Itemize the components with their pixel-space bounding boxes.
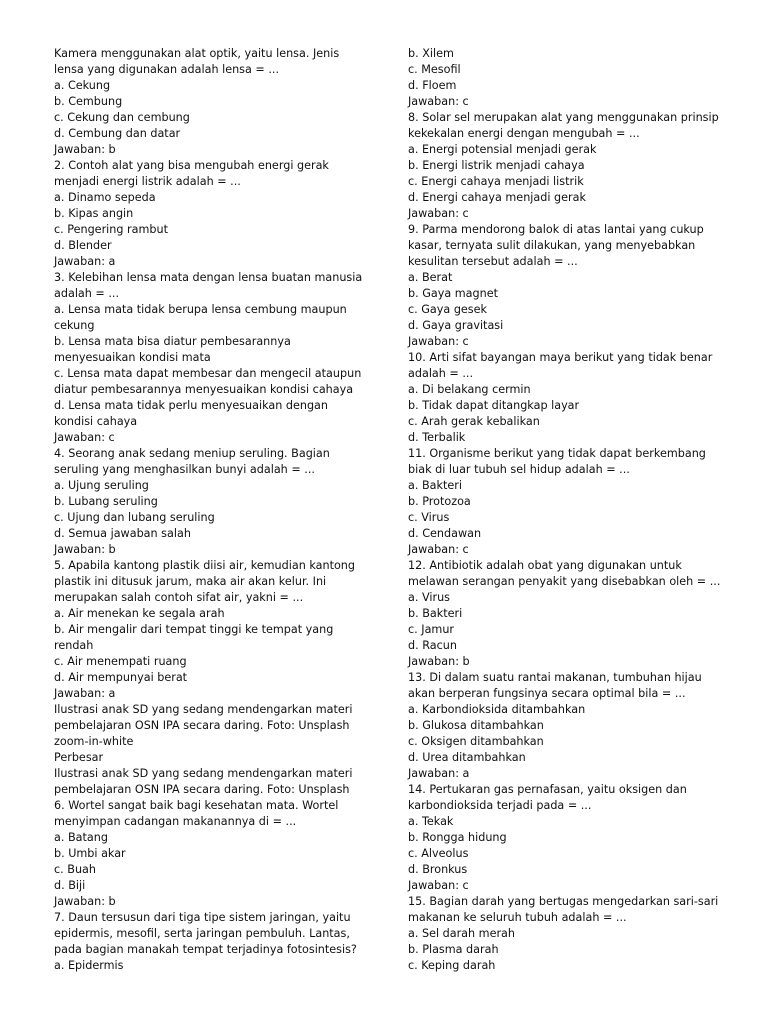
text-line: zoom-in-white xyxy=(54,735,134,748)
text-line: a. Batang xyxy=(54,831,108,844)
text-line: pada bagian manakah tempat terjadinya fotosintesis? xyxy=(54,943,357,956)
text-line: a. Di belakang cermin xyxy=(408,383,531,396)
text-line: a. Bakteri xyxy=(408,479,462,492)
text-line: seruling yang menghasilkan bunyi adalah = ... xyxy=(54,463,315,476)
text-line: a. Epidermis xyxy=(54,959,124,972)
text-line: d. Semua jawaban salah xyxy=(54,527,191,540)
text-line: a. Karbondioksida ditambahkan xyxy=(408,703,586,716)
text-line: rendah xyxy=(54,639,94,652)
text-line: Jawaban: b xyxy=(54,143,116,156)
text-line: adalah = ... xyxy=(54,287,120,300)
text-line: plastik ini ditusuk jarum, maka air akan kelur. Ini xyxy=(54,575,327,588)
text-line: diatur pembesarannya menyesuaikan kondisi cahaya xyxy=(54,383,354,396)
text-line: a. Virus xyxy=(408,591,451,604)
text-line: karbondioksida terjadi pada = ... xyxy=(408,799,592,812)
text-line: b. Air mengalir dari tempat tinggi ke tempat yang xyxy=(54,623,334,636)
text-line: 10. Arti sifat bayangan maya berikut yang tidak benar xyxy=(408,351,713,364)
text-line: kasar, ternyata sulit dilakukan, yang menyebabkan xyxy=(408,239,696,252)
text-line: a. Air menekan ke segala arah xyxy=(54,607,225,620)
text-line: c. Pengering rambut xyxy=(54,223,168,236)
text-line: 14. Pertukaran gas pernafasan, yaitu oksigen dan xyxy=(408,783,687,796)
text-line: b. Xilem xyxy=(408,47,454,60)
text-line: d. Air mempunyai berat xyxy=(54,671,188,684)
text-line: 7. Daun tersusun dari tiga tipe sistem jaringan, yaitu xyxy=(54,911,351,924)
text-line: Jawaban: a xyxy=(54,255,116,268)
text-line: a. Sel darah merah xyxy=(408,927,516,940)
text-line: c. Keping darah xyxy=(408,959,496,972)
text-line: b. Glukosa ditambahkan xyxy=(408,719,544,732)
text-line: b. Bakteri xyxy=(408,607,463,620)
text-line: biak di luar tubuh sel hidup adalah = ... xyxy=(408,463,630,476)
text-line: Perbesar xyxy=(54,751,104,764)
text-line: 6. Wortel sangat baik bagi kesehatan mata. Wortel xyxy=(54,799,339,812)
text-line: b. Lensa mata bisa diatur pembesarannya xyxy=(54,335,291,348)
text-line: kondisi cahaya xyxy=(54,415,138,428)
text-line: Jawaban: a xyxy=(408,767,470,780)
text-line: cekung xyxy=(54,319,95,332)
text-line: d. Biji xyxy=(54,879,86,892)
text-line: Jawaban: a xyxy=(54,687,116,700)
text-line: d. Gaya gravitasi xyxy=(408,319,504,332)
text-line: epidermis, mesofil, serta jaringan pembuluh. Lantas, xyxy=(54,927,350,940)
text-line: d. Energi cahaya menjadi gerak xyxy=(408,191,586,204)
text-line: 9. Parma mendorong balok di atas lantai yang cukup xyxy=(408,223,704,236)
text-line: d. Racun xyxy=(408,639,457,652)
text-line: d. Floem xyxy=(408,79,457,92)
text-line: 3. Kelebihan lensa mata dengan lensa buatan manusia xyxy=(54,271,363,284)
text-line: menyesuaikan kondisi mata xyxy=(54,351,211,364)
text-line: Ilustrasi anak SD yang sedang mendengarkan materi xyxy=(54,767,353,780)
text-line: c. Lensa mata dapat membesar dan mengecil ataupun xyxy=(54,367,362,380)
text-line: 12. Antibiotik adalah obat yang digunakan untuk xyxy=(408,559,682,572)
text-line: d. Blender xyxy=(54,239,112,252)
text-line: d. Cendawan xyxy=(408,527,482,540)
text-line: b. Cembung xyxy=(54,95,123,108)
text-line: c. Cekung dan cembung xyxy=(54,111,190,124)
text-line: melawan serangan penyakit yang disebabkan oleh = ... xyxy=(408,575,721,588)
text-line: b. Tidak dapat ditangkap layar xyxy=(408,399,580,412)
text-line: b. Rongga hidung xyxy=(408,831,507,844)
text-line: 5. Apabila kantong plastik diisi air, kemudian kantong xyxy=(54,559,356,572)
text-line: Jawaban: b xyxy=(408,655,470,668)
text-line: c. Virus xyxy=(408,511,450,524)
text-line: b. Umbi akar xyxy=(54,847,126,860)
text-line: makanan ke seluruh tubuh adalah = ... xyxy=(408,911,627,924)
text-line: merupakan salah contoh sifat air, yakni = ... xyxy=(54,591,304,604)
text-line: adalah = ... xyxy=(408,367,474,380)
text-line: b. Gaya magnet xyxy=(408,287,498,300)
text-line: Jawaban: b xyxy=(54,895,116,908)
text-line: 13. Di dalam suatu rantai makanan, tumbuhan hijau xyxy=(408,671,702,684)
text-line: Jawaban: c xyxy=(408,207,469,220)
text-line: c. Oksigen ditambahkan xyxy=(408,735,544,748)
text-line: d. Bronkus xyxy=(408,863,468,876)
text-line: a. Cekung xyxy=(54,79,111,92)
text-line: pembelajaran OSN IPA secara daring. Foto: Unsplash xyxy=(54,719,350,732)
text-line: Jawaban: c xyxy=(54,431,115,444)
text-line: Jawaban: c xyxy=(408,95,469,108)
text-line: d. Urea ditambahkan xyxy=(408,751,526,764)
text-line: c. Alveolus xyxy=(408,847,469,860)
text-line: c. Ujung dan lubang seruling xyxy=(54,511,215,524)
text-line: Jawaban: c xyxy=(408,543,469,556)
text-line: a. Tekak xyxy=(408,815,454,828)
text-line: akan berperan fungsinya secara optimal bila = ... xyxy=(408,687,686,700)
text-line: kekekalan energi dengan mengubah = ... xyxy=(408,127,640,140)
text-line: a. Ujung seruling xyxy=(54,479,149,492)
text-line: 15. Bagian darah yang bertugas mengedarkan sari-sari xyxy=(408,895,719,908)
text-line: c. Air menempati ruang xyxy=(54,655,187,668)
text-line: Ilustrasi anak SD yang sedang mendengarkan materi xyxy=(54,703,353,716)
text-line: 2. Contoh alat yang bisa mengubah energi gerak xyxy=(54,159,329,172)
text-line: kesulitan tersebut adalah = ... xyxy=(408,255,578,268)
text-line: b. Energi listrik menjadi cahaya xyxy=(408,159,585,172)
text-line: c. Jamur xyxy=(408,623,455,636)
text-line: a. Lensa mata tidak berupa lensa cembung maupun xyxy=(54,303,347,316)
left-text-column xyxy=(54,46,384,974)
text-line: c. Mesofil xyxy=(408,63,461,76)
text-line: lensa yang digunakan adalah lensa = ... xyxy=(54,63,280,76)
text-line: b. Lubang seruling xyxy=(54,495,158,508)
text-line: 11. Organisme berikut yang tidak dapat berkembang xyxy=(408,447,706,460)
text-line: d. Terbalik xyxy=(408,431,466,444)
text-line: a. Energi potensial menjadi gerak xyxy=(408,143,597,156)
text-line: c. Arah gerak kebalikan xyxy=(408,415,540,428)
text-line: Jawaban: c xyxy=(408,335,469,348)
text-line: 4. Seorang anak sedang meniup seruling. Bagian xyxy=(54,447,330,460)
text-line: 8. Solar sel merupakan alat yang menggunakan prinsip xyxy=(408,111,719,124)
text-line: pembelajaran OSN IPA secara daring. Foto: Unsplash xyxy=(54,783,350,796)
text-line: menyimpan cadangan makanannya di = ... xyxy=(54,815,297,828)
right-text-column xyxy=(408,46,728,974)
text-line: a. Dinamo sepeda xyxy=(54,191,156,204)
text-line: Jawaban: c xyxy=(408,879,469,892)
text-line: d. Lensa mata tidak perlu menyesuaikan dengan xyxy=(54,399,329,412)
text-line: c. Buah xyxy=(54,863,96,876)
text-line: Kamera menggunakan alat optik, yaitu lensa. Jenis xyxy=(54,47,340,60)
text-line: b. Plasma darah xyxy=(408,943,499,956)
text-line: b. Kipas angin xyxy=(54,207,134,220)
text-line: c. Gaya gesek xyxy=(408,303,487,316)
text-line: a. Berat xyxy=(408,271,453,284)
text-line: menjadi energi listrik adalah = ... xyxy=(54,175,241,188)
text-line: b. Protozoa xyxy=(408,495,471,508)
text-line: c. Energi cahaya menjadi listrik xyxy=(408,175,584,188)
text-line: d. Cembung dan datar xyxy=(54,127,181,140)
text-line: Jawaban: b xyxy=(54,543,116,556)
